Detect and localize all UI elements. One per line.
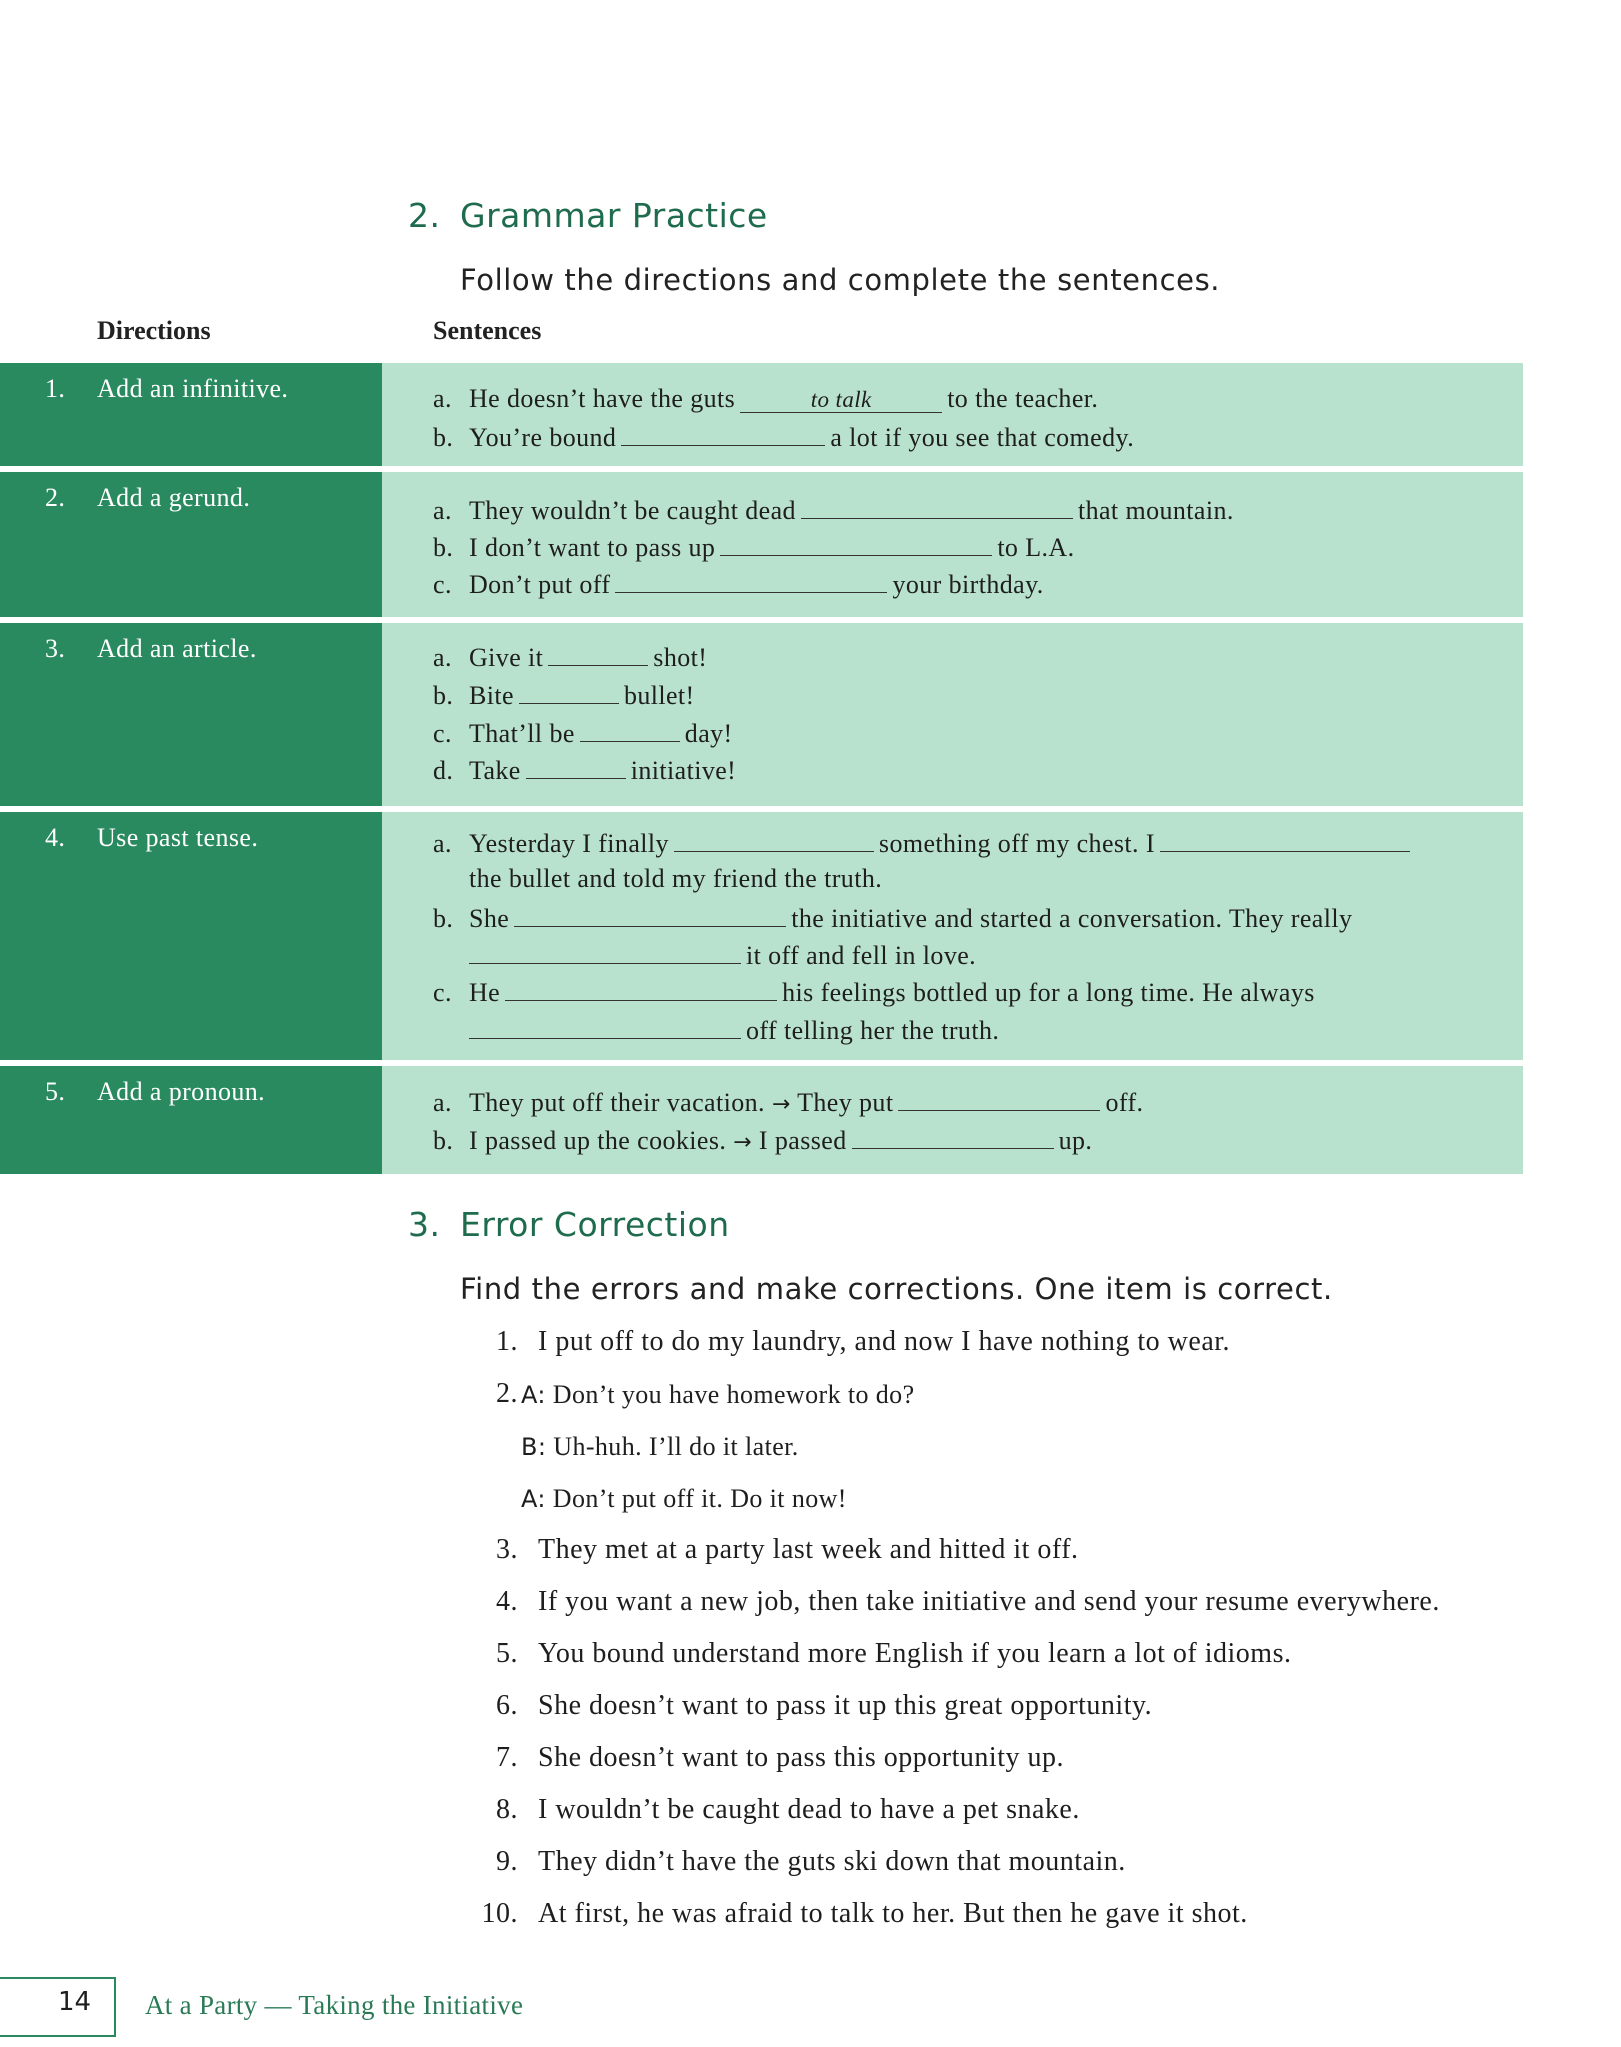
exercise-row-5: [0, 1066, 1523, 1174]
list-item: [460, 1690, 1152, 1722]
item-label: b.: [433, 423, 454, 452]
answer-blank[interactable]: [720, 531, 992, 556]
section-instruction: Follow the directions and complete the sentences.: [460, 263, 1221, 297]
dialogue-line: [521, 1380, 915, 1410]
direction-text: Add a pronoun.: [97, 1077, 266, 1106]
item-label: a.: [433, 643, 452, 672]
sentence-text: bullet!: [623, 681, 695, 710]
item-number: 9.: [496, 1846, 518, 1877]
list-item: [460, 1534, 1079, 1566]
sentence-text: They put: [797, 1088, 894, 1117]
sentence-text: off.: [1105, 1088, 1144, 1117]
sentence-text: initiative!: [630, 756, 737, 785]
answer-blank[interactable]: [469, 939, 741, 964]
item-label: a.: [433, 829, 452, 858]
sentence-text: I passed up the cookies.: [469, 1126, 727, 1155]
page-number: 14: [58, 1987, 92, 2017]
answer-blank[interactable]: [469, 1014, 741, 1039]
answer-blank[interactable]: [548, 641, 648, 666]
item-text: They met at a party last week and hitted it off.: [538, 1534, 1079, 1565]
item-number: 7.: [496, 1742, 518, 1773]
sentence-text: that mountain.: [1077, 496, 1234, 525]
sentence-text: They wouldn’t be caught dead: [469, 496, 796, 525]
item-label: c.: [433, 570, 452, 599]
sentence-line: [433, 976, 1315, 1008]
item-number: 8.: [496, 1794, 518, 1825]
answer-blank[interactable]: [580, 717, 680, 742]
sentence-text: a lot if you see that comedy.: [830, 423, 1135, 452]
directions-column-header: Directions: [97, 316, 211, 345]
answer-blank[interactable]: [526, 754, 626, 779]
item-label: c.: [433, 978, 452, 1007]
item-text: She doesn’t want to pass it up this great opportunity.: [538, 1690, 1153, 1721]
sentence-text: You’re bound: [469, 423, 617, 452]
list-item: [460, 1326, 1230, 1358]
section-instruction: Find the errors and make corrections. One item is correct.: [460, 1272, 1333, 1306]
sentence-text: I passed: [758, 1126, 847, 1155]
sentence-text: to the teacher.: [947, 384, 1099, 413]
sentence-text: something off my chest. I: [878, 829, 1155, 858]
arrow-icon: →: [733, 1130, 753, 1155]
direction-number: 2.: [45, 483, 66, 512]
sentence-line: [433, 531, 1075, 563]
sentence-text: to L.A.: [997, 533, 1075, 562]
sentence-line: [433, 827, 1415, 859]
direction-cell: [0, 623, 382, 806]
sentence-text: Give it: [469, 643, 544, 672]
direction-number: 3.: [45, 634, 66, 663]
list-item: [460, 1794, 1080, 1826]
item-label: a.: [433, 1088, 452, 1117]
sentence-line: [469, 939, 976, 971]
list-item: [460, 1898, 1248, 1930]
list-item: [460, 1742, 1064, 1774]
item-label: a.: [433, 496, 452, 525]
item-label: b.: [433, 904, 454, 933]
dialogue-line: [521, 1432, 799, 1462]
item-number: 10.: [481, 1898, 518, 1929]
sentence-line: [433, 1086, 1143, 1118]
sentence-text: She: [469, 904, 510, 933]
sentence-text: day!: [684, 719, 733, 748]
item-text: I put off to do my laundry, and now I have nothing to wear.: [538, 1326, 1231, 1357]
sentence-text: That’ll be: [469, 719, 575, 748]
sentence-line: [433, 641, 707, 673]
sentence-line: [433, 494, 1234, 526]
direction-cell: [0, 363, 382, 466]
answer-blank[interactable]: [505, 976, 777, 1001]
answer-blank[interactable]: [852, 1124, 1054, 1149]
direction-number: 4.: [45, 823, 66, 852]
list-item: [460, 1586, 1440, 1618]
sentence-text: He: [469, 978, 501, 1007]
sentence-line: [433, 754, 736, 786]
sentence-continuation: off telling her the truth.: [746, 1016, 1000, 1045]
direction-text: Add an infinitive.: [97, 374, 289, 403]
item-number: 4.: [496, 1586, 518, 1617]
answer-blank[interactable]: [621, 421, 825, 446]
list-item: [460, 1638, 1291, 1670]
item-text: She doesn’t want to pass this opportunity up.: [538, 1742, 1064, 1773]
item-label: d.: [433, 756, 454, 785]
speaker-label: B:: [521, 1433, 547, 1461]
speaker-label: A:: [521, 1381, 546, 1409]
section-title: Grammar Practice: [460, 196, 768, 235]
item-label: b.: [433, 681, 454, 710]
arrow-icon: →: [771, 1092, 791, 1117]
answer-blank[interactable]: [674, 827, 874, 852]
direction-cell: [0, 1066, 382, 1174]
direction-number: 5.: [45, 1077, 66, 1106]
sentence-text: shot!: [653, 643, 708, 672]
dialogue-text: Don’t put off it. Do it now!: [552, 1484, 847, 1513]
sentence-line: [469, 1014, 999, 1046]
direction-cell: [0, 472, 382, 617]
sentence-line: [433, 1124, 1092, 1156]
speaker-label: A:: [521, 1485, 546, 1513]
item-text: They didn’t have the guts ski down that mountain.: [538, 1846, 1126, 1877]
running-footer-title: At a Party — Taking the Initiative: [145, 1990, 524, 2020]
sentence-line: [433, 717, 733, 749]
section-heading-error-correction: [408, 1205, 730, 1244]
dialogue-line: [521, 1484, 847, 1514]
sentence-cell: [382, 1066, 1523, 1174]
sentence-text: your birthday.: [892, 570, 1044, 599]
item-label: b.: [433, 1126, 454, 1155]
item-label: b.: [433, 533, 454, 562]
item-label: a.: [433, 384, 452, 413]
sentence-text: up.: [1058, 1126, 1093, 1155]
sentence-line: [433, 568, 1044, 600]
sentence-continuation: the bullet and told my friend the truth.: [469, 864, 883, 893]
sentence-text: Bite: [469, 681, 514, 710]
sentence-text: They put off their vacation.: [469, 1088, 765, 1117]
item-number: 3.: [496, 1534, 518, 1565]
sentence-text: his feelings bottled up for a long time. He always: [782, 978, 1315, 1007]
sentence-text: Yesterday I finally: [469, 829, 669, 858]
section-title: Error Correction: [460, 1205, 730, 1244]
sentence-text: the initiative and started a conversation. They really: [791, 904, 1353, 933]
item-text: At first, he was afraid to talk to her. But then he gave it shot.: [538, 1898, 1248, 1929]
exercise-row-3: [0, 623, 1523, 806]
dialogue-text: Don’t you have homework to do?: [552, 1380, 915, 1409]
answer-blank[interactable]: [801, 494, 1073, 519]
item-number: 6.: [496, 1690, 518, 1721]
item-text: You bound understand more English if you learn a lot of idioms.: [538, 1638, 1292, 1669]
section-number: 3.: [408, 1205, 441, 1244]
sentence-text: He doesn’t have the guts: [469, 384, 736, 413]
answer-blank[interactable]: [519, 679, 619, 704]
dialogue-text: Uh-huh. I’ll do it later.: [553, 1432, 799, 1461]
sentence-continuation: it off and fell in love.: [746, 941, 977, 970]
direction-number: 1.: [45, 374, 66, 403]
direction-text: Use past tense.: [97, 823, 259, 852]
item-label: c.: [433, 719, 452, 748]
answer-blank[interactable]: [898, 1086, 1100, 1111]
sentence-text: I don’t want to pass up: [469, 533, 716, 562]
sentence-line: [433, 902, 1352, 934]
section-number: 2.: [408, 196, 441, 235]
answer-blank[interactable]: [615, 568, 887, 593]
direction-text: Add an article.: [97, 634, 257, 663]
sentence-text: Don’t put off: [469, 570, 611, 599]
item-number: 2.: [496, 1378, 518, 1409]
sentence-text: Take: [469, 756, 521, 785]
item-number: 1.: [496, 1326, 518, 1357]
section-heading-grammar-practice: [408, 196, 768, 235]
item-text: I wouldn’t be caught dead to have a pet snake.: [538, 1794, 1080, 1825]
item-number: 5.: [496, 1638, 518, 1669]
answer-blank[interactable]: to talk: [740, 388, 942, 413]
sentence-line: [433, 384, 1098, 414]
answer-blank[interactable]: [514, 902, 786, 927]
list-item: [460, 1846, 1126, 1878]
direction-text: Add a gerund.: [97, 483, 251, 512]
item-text: If you want a new job, then take initiative and send your resume everywhere.: [538, 1586, 1440, 1617]
direction-cell: [0, 812, 382, 1060]
sentences-column-header: Sentences: [433, 316, 542, 345]
answer-blank[interactable]: [1160, 827, 1410, 852]
sentence-line: [433, 421, 1134, 453]
sentence-line: [433, 679, 695, 711]
